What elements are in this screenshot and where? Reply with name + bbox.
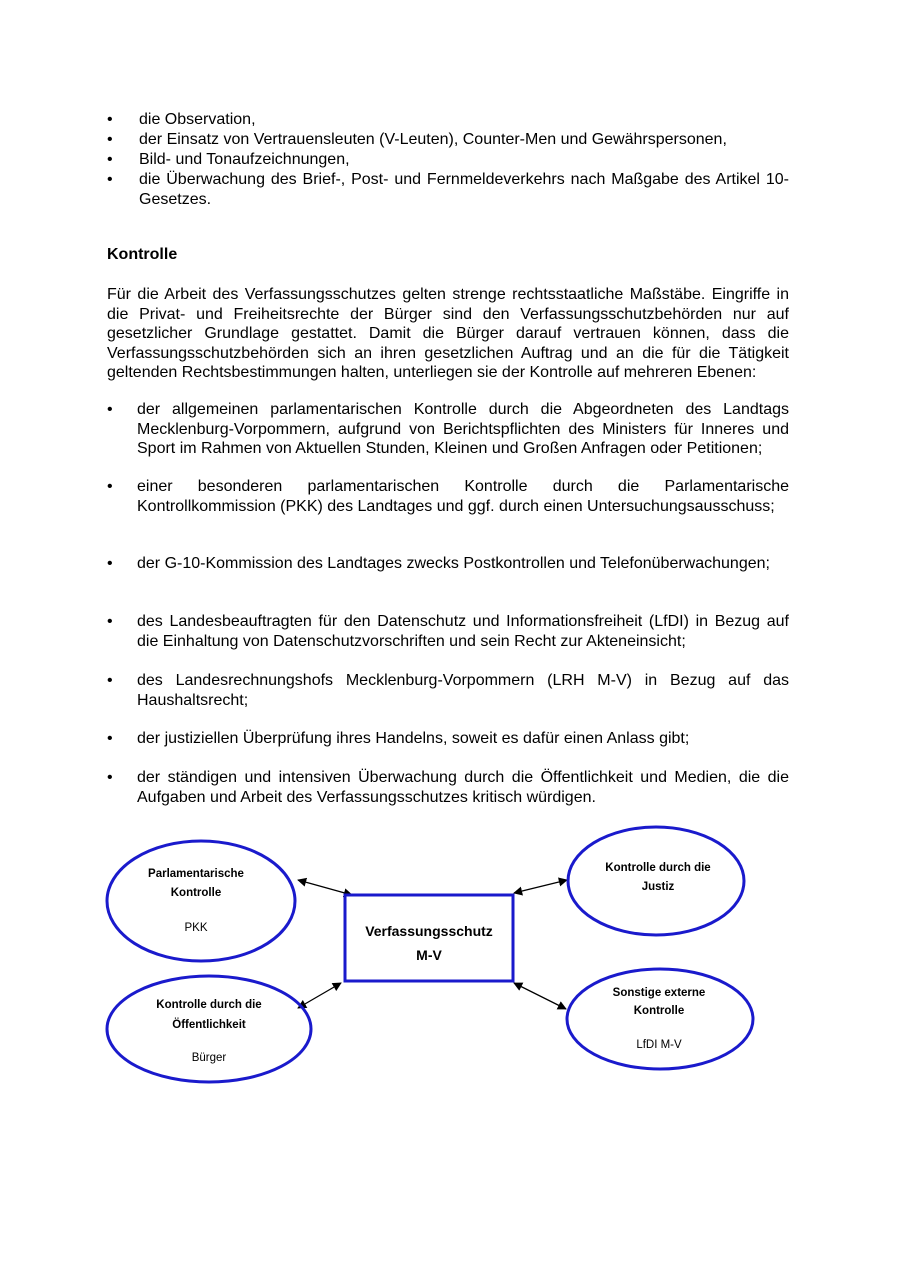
- ellipse-label: Justiz: [641, 881, 675, 893]
- list-item: • der Einsatz von Vertrauensleuten (V-Leuten), Counter-Men und Gewährspersonen,: [107, 131, 727, 148]
- list-item: • der ständigen und intensiven Überwachung durch die Öffentlichkeit und Medien, die die Aufgaben und Arbeit des Verfassungsschutzes kritisch würdigen.: [107, 769, 789, 806]
- bullet: •: [107, 769, 113, 786]
- list-item: • des Landesbeauftragten für den Datenschutz und Informationsfreiheit (LfDI) in Bezug auf die Einhaltung von Datenschutzvorschriften und sein Recht zur Akteneinsicht;: [107, 613, 789, 650]
- connector-justice: [514, 880, 567, 893]
- ellipse-sublabel: LfDI M-V: [636, 1039, 682, 1051]
- list-item: • der G-10-Kommission des Landtages zwecks Postkontrollen und Telefonüberwachungen;: [107, 555, 770, 572]
- connector-public: [298, 983, 341, 1008]
- ellipse-public-control: [107, 976, 311, 1082]
- ellipse-shape: [567, 969, 753, 1069]
- list-item: • die Observation,: [107, 111, 256, 128]
- ellipse-label: Kontrolle: [633, 1005, 685, 1017]
- ellipse-label: Kontrolle durch die: [605, 862, 711, 874]
- bullet: •: [107, 730, 113, 747]
- list-item: • der allgemeinen parlamentarischen Kontrolle durch die Abgeordneten des Landtags Mecklenburg-Vorpommern, aufgrund von Berichtspflichten des Ministers für Inneres und Sport im Rahmen von Aktuellen Stunden, Kleinen und Großen Anfragen oder Petitionen;: [107, 401, 789, 457]
- bullet: •: [107, 478, 113, 495]
- center-label-line1: Verfassungsschutz: [365, 923, 493, 939]
- bullet: •: [107, 151, 113, 168]
- control-diagram: [0, 820, 900, 1100]
- ellipse-label: Kontrolle durch die: [156, 999, 262, 1011]
- ellipse-label: Öffentlichkeit: [172, 1019, 246, 1031]
- ellipse-justice-control: [568, 827, 744, 935]
- bullet: •: [107, 171, 113, 188]
- list-item: • einer besonderen parlamentarischen Kontrolle durch die Parlamentarische Kontrollkommission (PKK) des Landtages und ggf. durch einen Untersuchungsausschuss;: [107, 478, 789, 515]
- list-item: • die Überwachung des Brief-, Post- und Fernmeldeverkehrs nach Maßgabe des Artikel 10-Gesetzes.: [107, 171, 789, 208]
- bullet: •: [107, 401, 113, 418]
- ellipse-sublabel: PKK: [184, 922, 208, 934]
- bullet: •: [107, 672, 113, 689]
- connector-external: [514, 983, 566, 1009]
- section-heading: Kontrolle: [107, 246, 178, 263]
- center-label-line2: M-V: [416, 947, 442, 963]
- center-box: [345, 895, 513, 981]
- ellipse-parliamentary-control: [107, 841, 295, 961]
- ellipse-sublabel: Bürger: [191, 1052, 227, 1064]
- intro-paragraph: Für die Arbeit des Verfassungsschutzes gelten strenge rechtsstaatliche Maßstäbe. Eingriffe in die Privat- und Freiheitsrechte der Bürger sind den Verfassungsschutzbehörden nur auf gesetzlicher Grundlage gestattet. Damit die Bürger darauf vertrauen können, dass die Verfassungsschutzbehörden sich an ihren gesetzlichen Auftrag und an die für die Tätigkeit geltenden Rechtsbestimmungen halten, unterliegen sie der Kontrolle auf mehreren Ebenen:: [107, 286, 789, 381]
- ellipse-label: Sonstige externe: [612, 987, 706, 999]
- ellipse-external-control: [567, 969, 753, 1069]
- bullet: •: [107, 555, 113, 572]
- bullet: •: [107, 111, 113, 128]
- ellipse-label: Parlamentarische: [148, 868, 244, 880]
- list-item: • der justiziellen Überprüfung ihres Handelns, soweit es dafür einen Anlass gibt;: [107, 730, 690, 747]
- ellipse-label: Kontrolle: [170, 887, 222, 899]
- list-item: • Bild- und Tonaufzeichnungen,: [107, 151, 350, 168]
- bullet: •: [107, 613, 113, 630]
- ellipse-shape: [107, 841, 295, 961]
- list-item: • des Landesrechnungshofs Mecklenburg-Vorpommern (LRH M-V) in Bezug auf das Haushaltsrecht;: [107, 672, 789, 709]
- bullet: •: [107, 131, 113, 148]
- connector-parliament: [298, 880, 352, 895]
